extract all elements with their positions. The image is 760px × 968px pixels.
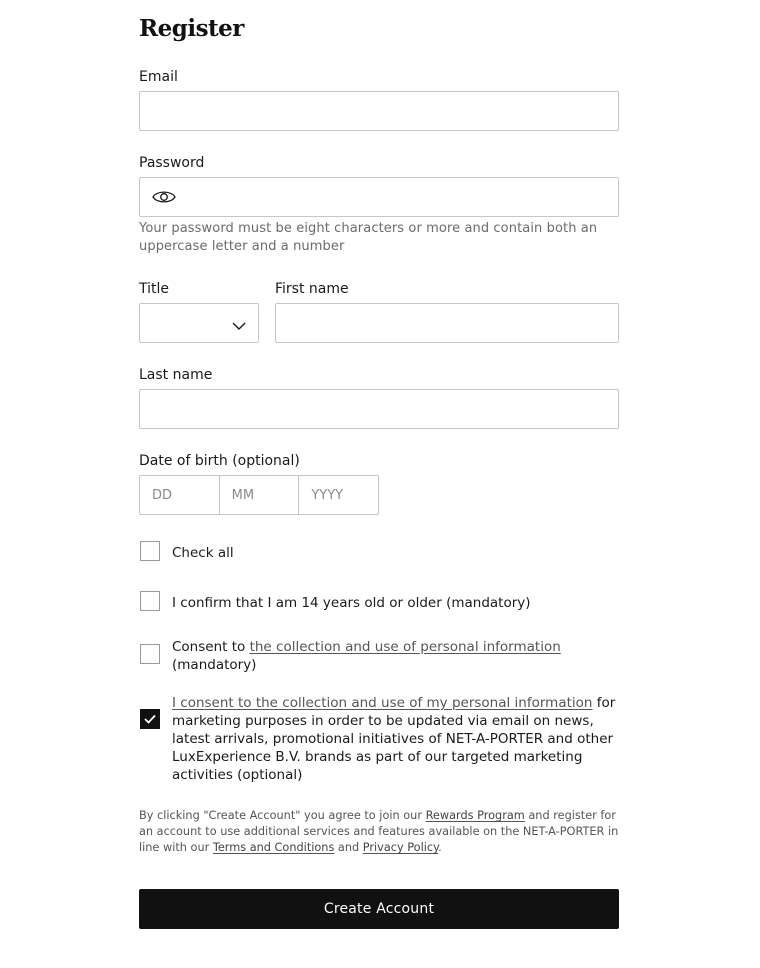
- dob-month-field[interactable]: [220, 476, 299, 514]
- chevron-down-icon: [231, 317, 247, 329]
- create-account-button[interactable]: Create Account: [139, 889, 619, 929]
- consent-personal-prefix: Consent to: [172, 639, 250, 655]
- dob-year-field[interactable]: [299, 476, 378, 514]
- consent-personal-checkbox[interactable]: [140, 644, 160, 664]
- last-name-label: Last name: [139, 367, 213, 383]
- terms-link[interactable]: Terms and Conditions: [212, 841, 335, 854]
- rewards-program-link[interactable]: Rewards Program: [425, 809, 525, 822]
- check-all-checkbox[interactable]: [140, 541, 160, 561]
- password-field-wrapper: [139, 177, 619, 217]
- last-name-field[interactable]: [140, 390, 618, 428]
- email-field[interactable]: [140, 92, 618, 130]
- age-confirm-label: I confirm that I am 14 years old or older (mandatory): [172, 595, 531, 611]
- email-label: Email: [139, 69, 178, 85]
- legal-part3: and: [334, 841, 363, 854]
- marketing-consent-link[interactable]: I consent to the collection and use of my personal information: [172, 695, 593, 711]
- first-name-label: First name: [275, 281, 349, 297]
- last-name-field-wrapper: [139, 389, 619, 429]
- page-title: Register: [139, 15, 244, 42]
- title-label: Title: [139, 281, 170, 297]
- title-select[interactable]: [139, 303, 259, 343]
- dob-day-field[interactable]: [140, 476, 219, 514]
- dob-label: Date of birth (optional): [139, 453, 300, 469]
- password-hint: Your password must be eight characters or more and contain both an uppercase letter and a number: [139, 221, 598, 254]
- consent-marketing-suffix: for marketing purposes in order to be updated via email on news, latest arrivals, promotional initiatives of NET-A-PORTER and other LuxExperience B.V. brands as part of our targeted marketing activities (optional): [172, 695, 616, 783]
- checkmark-icon: [144, 714, 156, 724]
- first-name-field[interactable]: [276, 304, 618, 342]
- email-field-wrapper: [139, 91, 619, 131]
- consent-marketing-checkbox[interactable]: [140, 709, 160, 729]
- check-all-label: Check all: [172, 545, 234, 561]
- legal-part2: and register for an account to use additional services and features available on the NET-A-PORTER in line with our: [139, 809, 619, 854]
- consent-personal-label: [172, 638, 622, 674]
- privacy-policy-link[interactable]: Privacy Policy: [362, 841, 439, 854]
- first-name-field-wrapper: [275, 303, 619, 343]
- legal-part1: By clicking "Create Account" you agree to join our: [139, 809, 426, 822]
- personal-info-link[interactable]: the collection and use of personal information: [249, 639, 561, 655]
- age-confirm-checkbox[interactable]: [140, 591, 160, 611]
- password-label: Password: [139, 155, 205, 171]
- legal-part4: .: [438, 841, 442, 854]
- eye-icon[interactable]: [152, 189, 176, 205]
- consent-personal-suffix: (mandatory): [172, 657, 257, 673]
- legal-notice: [139, 808, 621, 856]
- consent-marketing-label: [172, 694, 624, 784]
- password-field[interactable]: [140, 178, 618, 216]
- dob-group: [139, 475, 379, 515]
